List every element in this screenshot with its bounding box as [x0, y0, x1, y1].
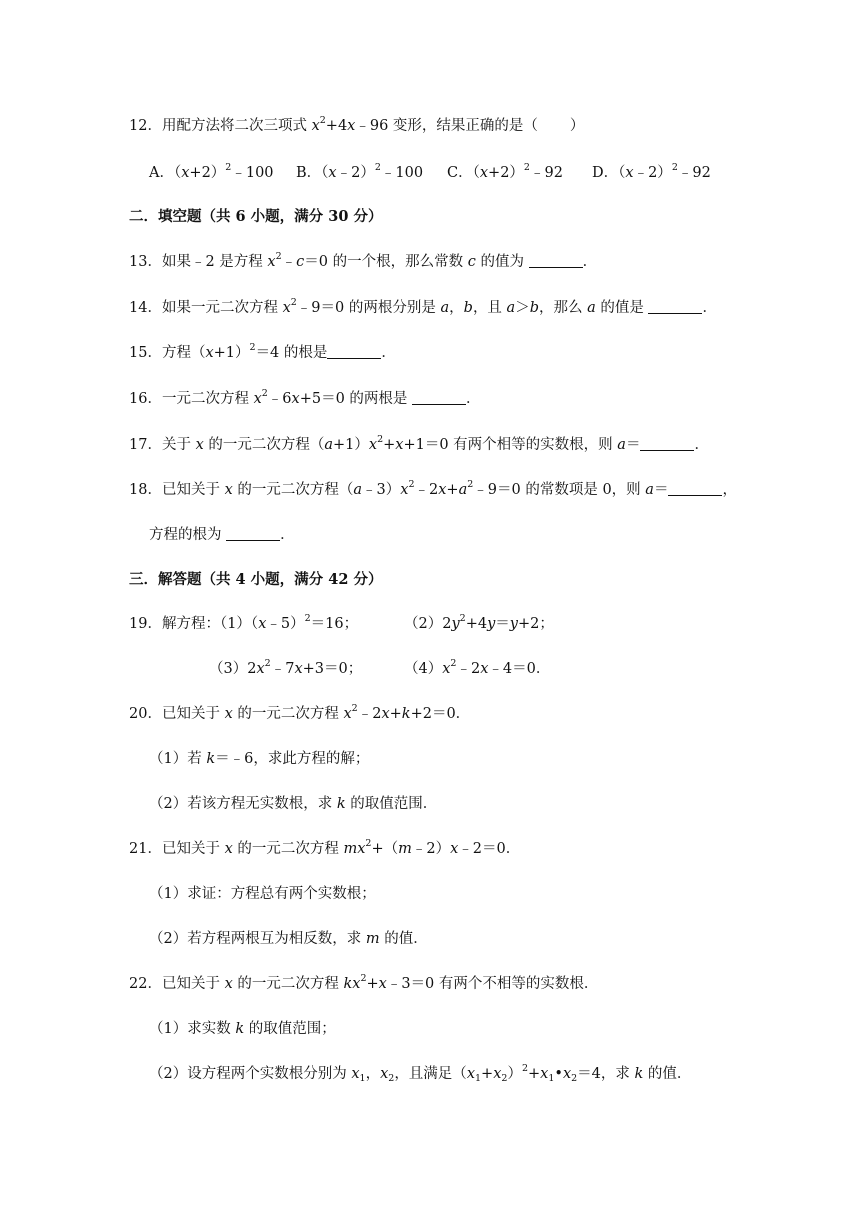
question-21-part-2: （2）若方程两根互为相反数，求 m 的值．: [149, 931, 428, 947]
text-q12-options-2: C．: [447, 165, 473, 181]
question-21-part-1: （1）求证：方程总有两个实数根；: [149, 886, 376, 902]
text-q21-s2b: 的值．: [379, 931, 428, 947]
text-q15-b: ＝4 的根是: [255, 345, 328, 361]
text-q14-a: 如果一元二次方程: [161, 300, 283, 316]
text-q20-b: 的一元二次方程: [232, 706, 344, 722]
text-q17-num: 17．: [129, 437, 162, 453]
text-q12-stem_b: 变形，结果正确的是（: [392, 118, 538, 134]
text-q18-a: 已知关于: [161, 482, 225, 498]
text-q17-a: 关于: [161, 437, 196, 453]
text-q18-d: ，: [722, 482, 737, 498]
text-q14-num: 14．: [129, 300, 162, 316]
text-q12-stem_a: 用配方法将二次三项式: [161, 118, 312, 134]
answer-blank[interactable]: [668, 481, 722, 496]
text-q20-s2a: （2）若该方程无实数根，求: [149, 796, 337, 812]
text-q21-c: ＝0．: [482, 841, 521, 857]
text-q13-d: ．: [582, 254, 598, 270]
text-q15-a: 方程（: [161, 345, 206, 361]
text-q14-f: ．: [702, 300, 717, 316]
text-q21-a: 已知关于: [161, 841, 225, 857]
text-q22-a: 已知关于: [161, 976, 225, 992]
text-q14-b: ＝0 的两根分别是: [320, 300, 441, 316]
text-q22-num: 22．: [129, 976, 162, 992]
question-18: 18．已知关于 x 的一元二次方程$(a﹣3)x^2﹣2x+a^2﹣9=0$ 的常数项是 0，则 a＝ ，: [129, 479, 737, 498]
text-q15-c: ．: [381, 345, 396, 361]
question-22: 22．已知关于 x 的一元二次方程 $kx^2+x﹣3=0$ 有两个不相等的实数根．: [129, 973, 599, 992]
option-d: D．（x﹣2）$^2$﹣92: [592, 162, 711, 181]
text-q18-b: 的一元二次方程（: [232, 482, 354, 498]
text-q21-b: 的一元二次方程: [232, 841, 344, 857]
question-13: 13．如果﹣2 是方程 $x^2﹣c=0$ 的一个根，那么常数 c 的值为 ．: [129, 251, 598, 270]
text-q22-s2c: ＝4，求: [577, 1066, 635, 1082]
question-16: 16．一元二次方程 $x^2﹣6x+5=0$ 的两根是 ．: [129, 388, 481, 407]
question-20: 20．已知关于 x 的一元二次方程 $x^2﹣2x+k+2=0$．: [129, 703, 471, 722]
text-q13-c: 的值为: [475, 254, 529, 270]
text-q16-c: ．: [466, 391, 481, 407]
answer-blank[interactable]: [640, 436, 694, 451]
answer-blank[interactable]: [226, 526, 280, 541]
text-q20-a: 已知关于: [161, 706, 225, 722]
text-q12-options-0: A．: [149, 165, 174, 181]
question-19-part-4: $(4)x^2﹣2x﹣4=0$．: [404, 658, 551, 677]
text-q20-s2b: 的取值范围．: [345, 796, 438, 812]
text-q15-num: 15．: [129, 345, 162, 361]
question-21: 21．已知关于 x 的一元二次方程 $mx^2+(m﹣2)x﹣2=0$．: [129, 838, 521, 857]
text-q19-p3: （3）: [209, 661, 248, 677]
text-q17-c: ＝0 有两个相等的实数根，则: [424, 437, 618, 453]
text-q22-s1b: 的取值范围；: [244, 1021, 336, 1037]
question-20-part-2: （2）若该方程无实数根，求 k 的取值范围．: [149, 796, 438, 812]
text-q21-num: 21．: [129, 841, 162, 857]
text-q14-c: ，且: [472, 300, 507, 316]
text-q12-options-1: B．: [296, 165, 322, 181]
text-q16-num: 16．: [129, 391, 162, 407]
question-17: 17．关于 x 的一元二次方程$(a+1)x^2+x+1=0$ 有两个相等的实数根，则 a＝ ．: [129, 434, 709, 453]
text-q12-options-3: D．: [592, 165, 619, 181]
text-q14-e: 的值是: [595, 300, 649, 316]
text-q18-e: 方程的根为: [149, 527, 227, 543]
section-solve-title: 三．解答题（共 4 小题，满分 42 分）: [129, 571, 383, 588]
answer-blank[interactable]: [327, 344, 381, 359]
text-q19-b: ＝16；: [310, 616, 359, 632]
text-q13-num: 13．: [129, 254, 162, 270]
text-q14-d: ，那么: [539, 300, 588, 316]
text-q22-s2a: （2）设方程两个实数根分别为: [149, 1066, 352, 1082]
text-q17-d: ．: [694, 437, 709, 453]
question-12: 12．用配方法将二次三项式 $x^2+4x﹣96$ 变形，结果正确的是（ ）: [129, 115, 585, 134]
text-q19-p4: （4）: [404, 661, 443, 677]
text-q22-c: ＝0 有两个不相等的实数根．: [410, 976, 599, 992]
text-q18-c: ＝0 的常数项是 0，则: [497, 482, 646, 498]
text-q17-b: 的一元二次方程（: [203, 437, 325, 453]
question-15: 15．方程$(x+1)^2=4$ 的根是 ．: [129, 342, 396, 361]
text-q12-stem_c: ）: [569, 118, 585, 134]
question-14: 14．如果一元二次方程 $x^2﹣9=0$ 的两根分别是 a，b，且 a＞b，那么 a 的值是 ．: [129, 297, 717, 316]
text-q16-b: ＝0 的两根是: [321, 391, 413, 407]
question-19: 19．解方程：（1）（x﹣5）$^2$＝16；: [129, 613, 359, 632]
text-q18-f: ．: [280, 527, 295, 543]
question-20-part-1: （1）若 k＝﹣6，求此方程的解；: [149, 751, 370, 767]
text-q21-s2a: （2）若方程两根互为相反数，求: [149, 931, 366, 947]
text-q18-num: 18．: [129, 482, 162, 498]
question-22-part-1: （1）求实数 k 的取值范围；: [149, 1021, 336, 1037]
text-q13-b: ＝0 的一个根，那么常数: [304, 254, 468, 270]
text-q19-num: 19．: [129, 616, 162, 632]
option-a: A．$(x+2)^2﹣100$: [149, 162, 274, 181]
text-q22-b: 的一元二次方程: [232, 976, 344, 992]
answer-blank[interactable]: [529, 253, 583, 268]
text-q22-s2d: 的值．: [643, 1066, 692, 1082]
question-22-part-2: （2）设方程两个实数根分别为 $x_1$，$x_2$，且满足$(x_1+x_2)^2+x_1•x_2=4$，求 k 的值．: [149, 1063, 692, 1084]
answer-blank[interactable]: [412, 390, 466, 405]
text-q16-a: 一元二次方程: [161, 391, 254, 407]
text-q12-num: 12．: [129, 118, 162, 134]
text-q19-a: 解方程：（1）（: [161, 616, 259, 632]
text-q20-c: ＝0．: [431, 706, 471, 722]
text-q13-a: 如果﹣2 是方程: [161, 254, 268, 270]
option-c: C．$(x+2)^2﹣92$: [447, 162, 563, 181]
text-q20-s1a: （1）若: [149, 751, 207, 767]
text-q20-s1b: ＝﹣6，求此方程的解；: [215, 751, 370, 767]
question-19-part-2: $(2)2y^2+4y=y+2$；: [404, 613, 554, 632]
text-q22-s1a: （1）求实数: [149, 1021, 236, 1037]
question-18-cont: [149, 525, 295, 545]
text-q22-s2b: ，且满足（: [394, 1066, 467, 1082]
answer-blank[interactable]: [648, 299, 702, 314]
text-q20-num: 20．: [129, 706, 162, 722]
text-q19-p2: （2）: [404, 616, 443, 632]
option-b: B．（x﹣2）$^2$﹣100: [296, 162, 424, 181]
section-fill-in-title: 二．填空题（共 6 小题，满分 30 分）: [129, 208, 383, 225]
question-19-part-3: $(3)2x^2﹣7x+3=0$；: [209, 658, 363, 677]
